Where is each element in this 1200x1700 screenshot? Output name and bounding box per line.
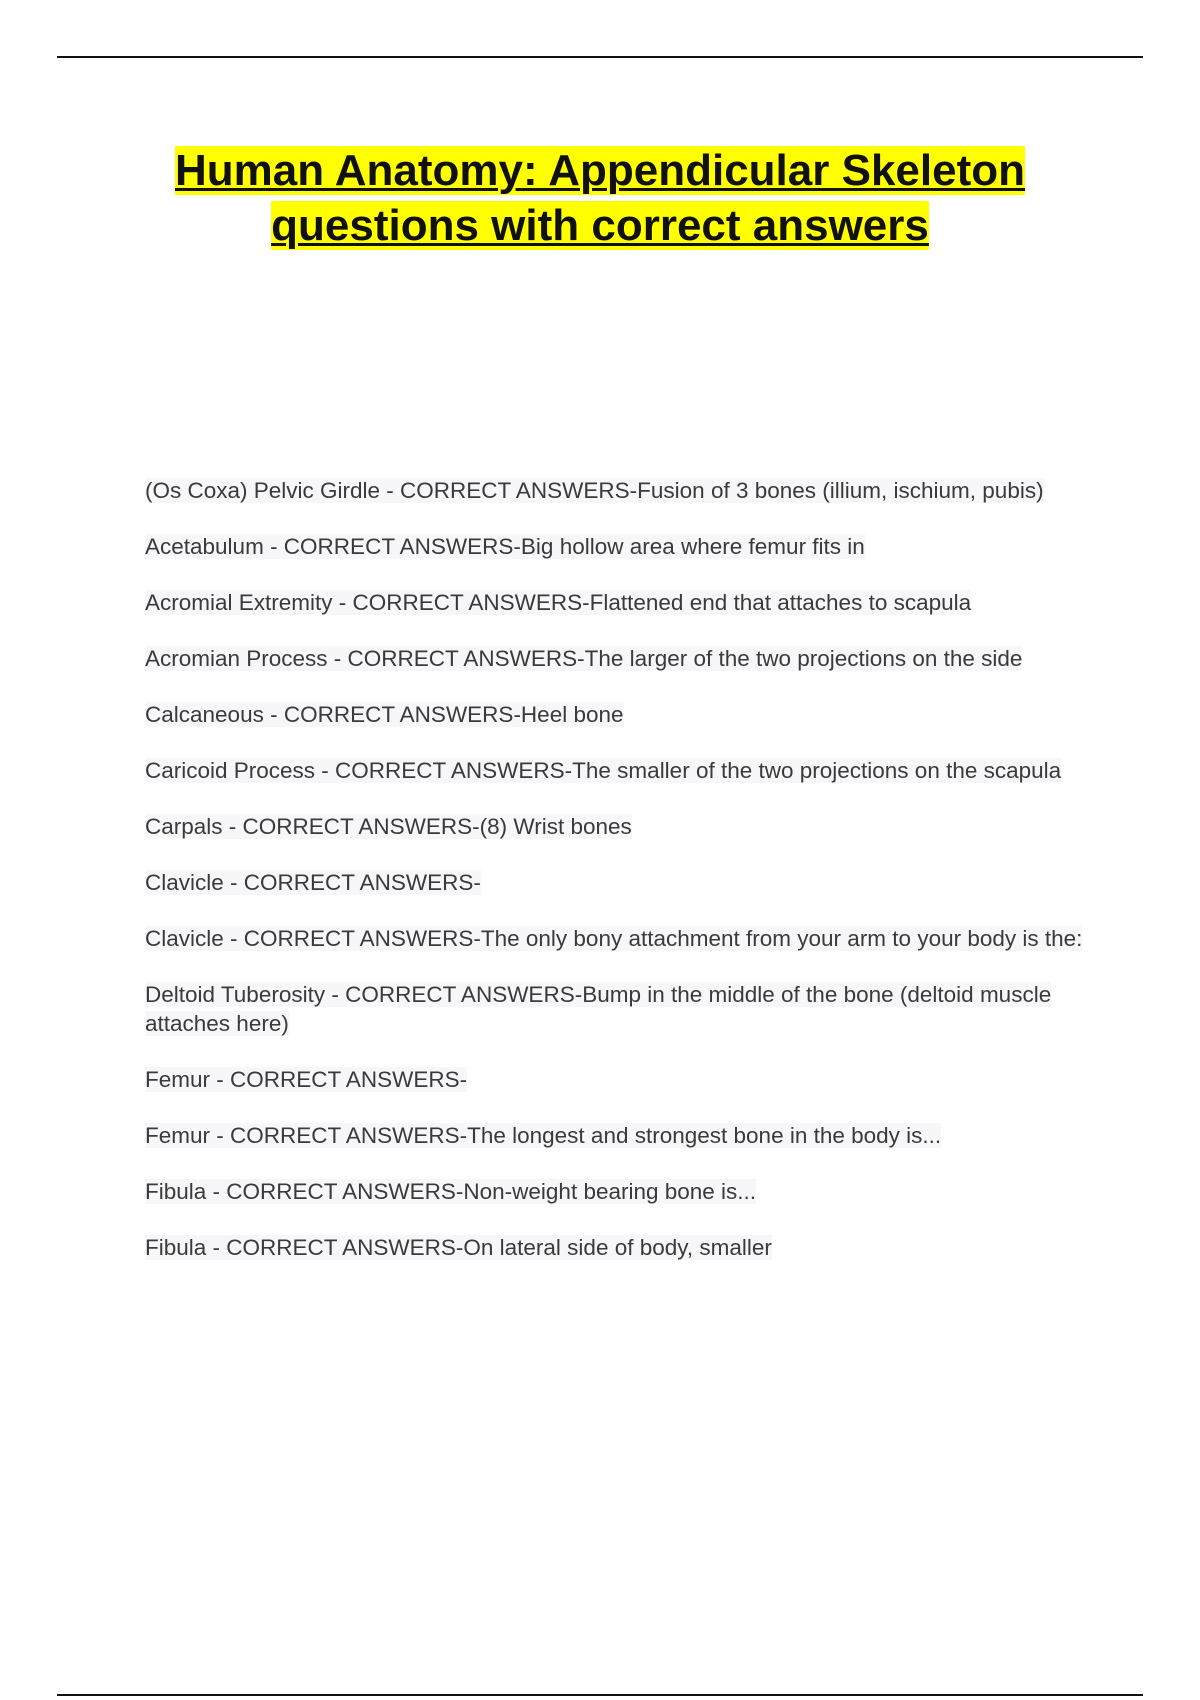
qa-entry (145, 532, 1090, 561)
qa-entry-text: Acromian Process - CORRECT ANSWERS-The larger of the two projections on the side (145, 646, 1023, 671)
qa-entry-text: Fibula - CORRECT ANSWERS-On lateral side of body, smaller (145, 1235, 772, 1260)
qa-entry (145, 644, 1090, 673)
qa-entry-text: (Os Coxa) Pelvic Girdle - CORRECT ANSWERS-Fusion of 3 bones (illium, ischium, pubis) (145, 478, 1044, 503)
qa-entry (145, 1177, 1090, 1206)
qa-entry-text: Fibula - CORRECT ANSWERS-Non-weight bearing bone is... (145, 1179, 757, 1204)
qa-entry (145, 1065, 1090, 1094)
qa-entry-text: Femur - CORRECT ANSWERS- (145, 1067, 468, 1092)
qa-entry-text: Carpals - CORRECT ANSWERS-(8) Wrist bones (145, 814, 632, 839)
qa-entry (145, 700, 1090, 729)
qa-entry (145, 980, 1090, 1038)
qa-entry (145, 924, 1090, 953)
qa-list (145, 476, 1090, 1289)
title-line-2: questions with correct answers (271, 201, 929, 250)
qa-entry (145, 476, 1090, 505)
qa-entry (145, 1121, 1090, 1150)
qa-entry (145, 756, 1090, 785)
qa-entry (145, 588, 1090, 617)
qa-entry-text: Calcaneous - CORRECT ANSWERS-Heel bone (145, 702, 624, 727)
qa-entry-text: Acromial Extremity - CORRECT ANSWERS-Flattened end that attaches to scapula (145, 590, 972, 615)
qa-entry-text: Clavicle - CORRECT ANSWERS- (145, 870, 481, 895)
qa-entry-text: Caricoid Process - CORRECT ANSWERS-The smaller of the two projections on the scapula (145, 758, 1062, 783)
qa-entry (145, 812, 1090, 841)
bottom-rule (57, 1694, 1143, 1696)
title-line-1: Human Anatomy: Appendicular Skeleton (175, 146, 1025, 195)
qa-entry (145, 1233, 1090, 1262)
qa-entry (145, 868, 1090, 897)
top-rule (57, 56, 1143, 58)
qa-entry-text: Femur - CORRECT ANSWERS-The longest and strongest bone in the body is... (145, 1123, 942, 1148)
qa-entry-text: Acetabulum - CORRECT ANSWERS-Big hollow area where femur fits in (145, 534, 865, 559)
qa-entry-text: Clavicle - CORRECT ANSWERS-The only bony attachment from your arm to your body is the: (145, 926, 1083, 951)
document-title (0, 143, 1200, 253)
qa-entry-text: Deltoid Tuberosity - CORRECT ANSWERS-Bump in the middle of the bone (deltoid muscle attaches here) (145, 982, 1052, 1036)
